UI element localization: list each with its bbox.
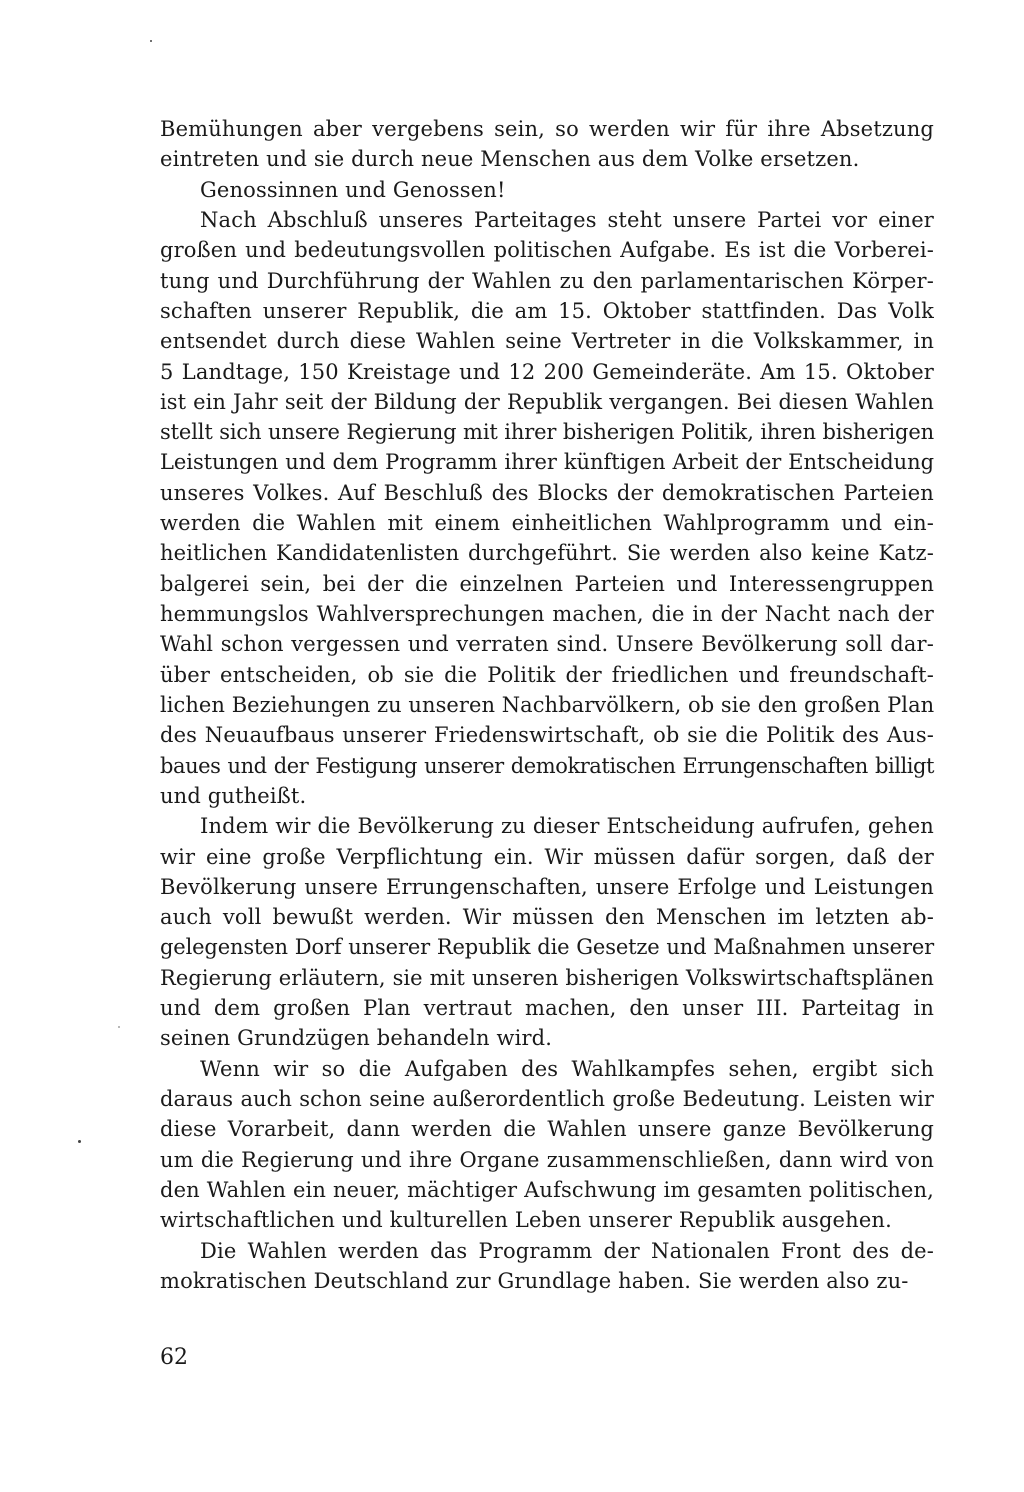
scan-speck	[78, 1140, 81, 1143]
text-line: daraus auch schon seine außerordentlich große Bedeutung. Leisten wir	[160, 1087, 934, 1111]
text-line: lichen Beziehungen zu unseren Nachbarvölkern, ob sie den großen Plan	[160, 692, 935, 717]
text-line: großen und bedeutungsvollen politischen Aufgabe. Es ist die Vorberei-	[160, 238, 934, 263]
text-line: tung und Durchführung der Wahlen zu den parlamentarischen Körper-	[160, 268, 934, 293]
text-line: hemmungslos Wahlversprechungen machen, die in der Nacht nach der	[160, 602, 934, 626]
text-line: Leistungen und dem Programm ihrer künftigen Arbeit der Entscheidung	[160, 450, 934, 475]
text-line: schaften unserer Republik, die am 15. Oktober stattfinden. Das Volk	[160, 298, 934, 323]
text-line: Die Wahlen werden das Programm der Nationalen Front des de-	[200, 1238, 934, 1263]
text-line: Nach Abschluß unseres Parteitages steht unsere Partei vor einer	[200, 207, 934, 232]
text-line: Bemühungen aber vergebens sein, so werden wir für ihre Absetzung	[160, 117, 934, 141]
text-line: auch voll bewußt werden. Wir müssen den Menschen im letzten ab-	[160, 905, 934, 930]
text-line: balgerei sein, bei der die einzelnen Parteien und Interessengruppen	[160, 571, 934, 596]
text-line: 5 Landtage, 150 Kreistage und 12 200 Gemeinderäte. Am 15. Oktober	[160, 359, 934, 384]
text-line: baues und der Festigung unserer demokratischen Errungenschaften billigt	[160, 753, 934, 778]
text-line: Wenn wir so die Aufgaben des Wahlkampfes sehen, ergibt sich	[200, 1056, 934, 1081]
text-line: Wahl schon vergessen und verraten sind. Unsere Bevölkerung soll dar-	[160, 632, 934, 657]
text-line: den Wahlen ein neuer, mächtiger Aufschwung im gesamten politischen,	[160, 1177, 934, 1202]
text-line: heitlichen Kandidatenlisten durchgeführt. Sie werden also keine Katz-	[160, 541, 934, 566]
text-line: und gutheißt.	[160, 783, 307, 808]
text-line: um die Regierung und ihre Organe zusammenschließen, dann wird von	[160, 1147, 934, 1172]
text-line: unseres Volkes. Auf Beschluß des Blocks der demokratischen Parteien	[160, 480, 934, 505]
text-line: Regierung erläutern, sie mit unseren bisherigen Volkswirtschaftsplänen	[160, 965, 934, 990]
text-line: über entscheiden, ob sie die Politik der friedlichen und freundschaft-	[160, 662, 934, 687]
text-line: ist ein Jahr seit der Bildung der Republik vergangen. Bei diesen Wahlen	[160, 389, 934, 414]
text-line: stellt sich unsere Regierung mit ihrer bisherigen Politik, ihren bisherigen	[160, 420, 934, 445]
scan-speck	[150, 40, 152, 42]
paragraph	[160, 175, 934, 205]
text-line: mokratischen Deutschland zur Grundlage haben. Sie werden also zu-	[160, 1268, 909, 1293]
text-line: und dem großen Plan vertraut machen, den unser III. Parteitag in	[160, 996, 934, 1021]
page-number: 62	[160, 1345, 188, 1370]
text-line: diese Vorarbeit, dann werden die Wahlen unsere ganze Bevölkerung	[160, 1117, 934, 1142]
paragraph	[160, 1054, 934, 1236]
text-line: entsendet durch diese Wahlen seine Vertreter in die Volkskammer, in	[160, 329, 934, 354]
paragraph	[160, 114, 934, 175]
text-line: eintreten und sie durch neue Menschen aus dem Volke ersetzen.	[160, 147, 860, 172]
paragraph	[160, 1236, 934, 1297]
text-line: werden die Wahlen mit einem einheitlichen Wahlprogramm und ein-	[160, 511, 934, 536]
paragraph	[160, 811, 934, 1054]
text-line: Indem wir die Bevölkerung zu dieser Entscheidung aufrufen, gehen	[200, 814, 934, 839]
text-line: Bevölkerung unsere Errungenschaften, unsere Erfolge und Leistungen	[160, 874, 934, 899]
text-line: wir eine große Verpflichtung ein. Wir müssen dafür sorgen, daß der	[160, 844, 934, 869]
text-line: gelegensten Dorf unserer Republik die Gesetze und Maßnahmen unserer	[160, 935, 934, 960]
scan-speck	[118, 1026, 120, 1028]
text-line: Genossinnen und Genossen!	[200, 177, 506, 202]
text-line: des Neuaufbaus unserer Friedenswirtschaft, ob sie die Politik des Aus-	[160, 723, 934, 748]
body-text	[160, 114, 934, 1296]
text-line: seinen Grundzügen behandeln wird.	[160, 1026, 553, 1051]
paragraph	[160, 205, 934, 811]
text-line: wirtschaftlichen und kulturellen Leben unserer Republik ausgehen.	[160, 1208, 892, 1233]
